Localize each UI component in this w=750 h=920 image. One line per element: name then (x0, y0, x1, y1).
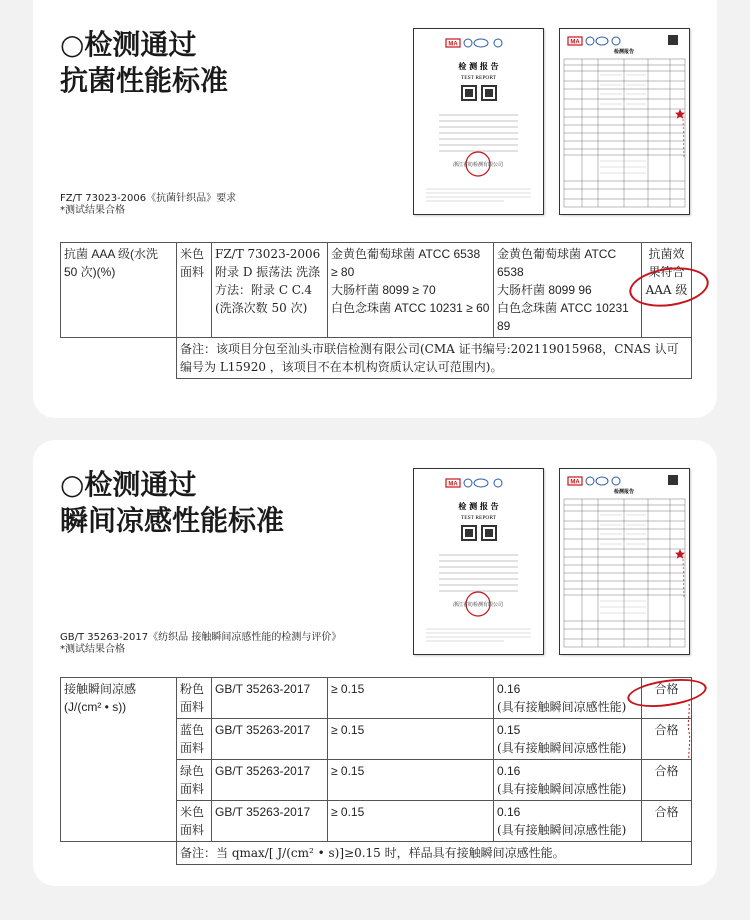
requirement-line: 金黄色葡萄球菌 ATCC 6538 ≥ 80 (331, 247, 481, 279)
standard-caption (60, 632, 341, 656)
conclusion: 合格 (642, 678, 692, 719)
result-value: 0.15 (497, 723, 521, 737)
result-value: 0.16 (497, 764, 521, 778)
material: 米色面料 (177, 243, 212, 338)
cover-title: 检 测 报 告 (458, 62, 499, 71)
conclusion: 抗菌效果符合 AAA 级 (642, 243, 692, 338)
requirement (328, 243, 494, 338)
title-line-1: ○检测通过 (60, 468, 197, 501)
report-cover-thumbnail (413, 28, 544, 215)
report-page-thumbnail (559, 28, 690, 215)
test-result (494, 801, 642, 842)
table-note: 备注：该项目分包至汕头市联信检测有限公司(CMA 证书编号:202119015968，CNAS 认可编号为 L15920 ，该项目不在本机构资质认定认可范围内)。 (177, 338, 692, 379)
antibacterial-card (33, 0, 717, 418)
test-result (494, 243, 642, 338)
test-method: FZ/T 73023-2006 附录 D 振荡法 洗涤方法：附录 C C.4 (洗涤次数 50 次) (212, 243, 328, 338)
material: 绿色面料 (177, 760, 212, 801)
test-item: 接触瞬间凉感 (J/(cm² • s)) (61, 678, 177, 842)
standard-name: GB/T 35263-2017《纺织品 接触瞬间凉感性能的检测与评价》 (60, 632, 342, 643)
title-line-2: 瞬间凉感性能标准 (60, 504, 285, 537)
section-title (60, 467, 284, 539)
result-note: (具有接触瞬间凉感性能) (497, 741, 627, 755)
requirement-line: 大肠杆菌 8099 ≥ 70 (331, 283, 436, 297)
table-note: 备注：当 qmax/[ J/(cm² • s)]≥0.15 时，样品具有接触瞬间凉感性能。 (177, 842, 692, 865)
result-remark: *测试结果合格 (60, 644, 125, 655)
test-method: GB/T 35263-2017 (212, 719, 328, 760)
test-result (494, 760, 642, 801)
requirement-line: 白色念珠菌 ATCC 10231 ≥ 60 (331, 301, 490, 315)
svg-text:MA: MA (570, 39, 580, 46)
material: 粉色面料 (177, 678, 212, 719)
svg-text:浙江省纺检测有限公司: 浙江省纺检测有限公司 (452, 602, 504, 608)
svg-text:MA: MA (448, 41, 458, 48)
requirement: ≥ 0.15 (328, 760, 494, 801)
result-note: (具有接触瞬间凉感性能) (497, 823, 627, 837)
result-line: 白色念珠菌 ATCC 10231 89 (497, 301, 629, 333)
test-result (494, 678, 642, 719)
svg-text:检测报告: 检测报告 (613, 489, 635, 495)
conclusion: 合格 (642, 801, 692, 842)
svg-text:TEST REPORT: TEST REPORT (460, 515, 497, 521)
svg-text:检 测 报 告: 检 测 报 告 (458, 502, 499, 511)
report-page-thumbnail (559, 468, 690, 655)
test-method: GB/T 35263-2017 (212, 801, 328, 842)
title-line-2: 抗菌性能标准 (60, 64, 229, 97)
svg-text:TEST REPORT: TEST REPORT (460, 75, 497, 81)
test-method: GB/T 35263-2017 (212, 678, 328, 719)
material: 米色面料 (177, 801, 212, 842)
test-item: 抗菌 AAA 级(水洗 50 次)(%) (61, 243, 177, 338)
material: 蓝色面料 (177, 719, 212, 760)
cooling-card (33, 440, 717, 886)
report-cover-thumbnail (413, 468, 544, 655)
test-result (494, 719, 642, 760)
requirement: ≥ 0.15 (328, 678, 494, 719)
svg-text:检测报告: 检测报告 (613, 49, 635, 55)
cooling-result-table (60, 677, 692, 865)
section-title (60, 27, 228, 99)
result-value: 0.16 (497, 682, 521, 696)
standard-name: FZ/T 73023-2006《抗菌针织品》要求 (60, 193, 237, 204)
requirement: ≥ 0.15 (328, 719, 494, 760)
test-method: GB/T 35263-2017 (212, 760, 328, 801)
result-note: (具有接触瞬间凉感性能) (497, 782, 627, 796)
conclusion: 合格 (642, 760, 692, 801)
title-line-1: ○检测通过 (60, 28, 197, 61)
result-note: (具有接触瞬间凉感性能) (497, 700, 627, 714)
antibacterial-result-table (60, 242, 692, 379)
conclusion: 合格 (642, 719, 692, 760)
result-value: 0.16 (497, 805, 521, 819)
result-line: 大肠杆菌 8099 96 (497, 283, 592, 297)
svg-text:浙江省纺检测有限公司: 浙江省纺检测有限公司 (452, 162, 504, 168)
requirement: ≥ 0.15 (328, 801, 494, 842)
red-annotation-mark (683, 702, 695, 762)
standard-caption (60, 193, 236, 217)
svg-text:MA: MA (448, 481, 458, 488)
result-line: 金黄色葡萄球菌 ATCC 6538 (497, 247, 617, 279)
svg-text:MA: MA (570, 479, 580, 486)
result-remark: *测试结果合格 (60, 205, 125, 216)
